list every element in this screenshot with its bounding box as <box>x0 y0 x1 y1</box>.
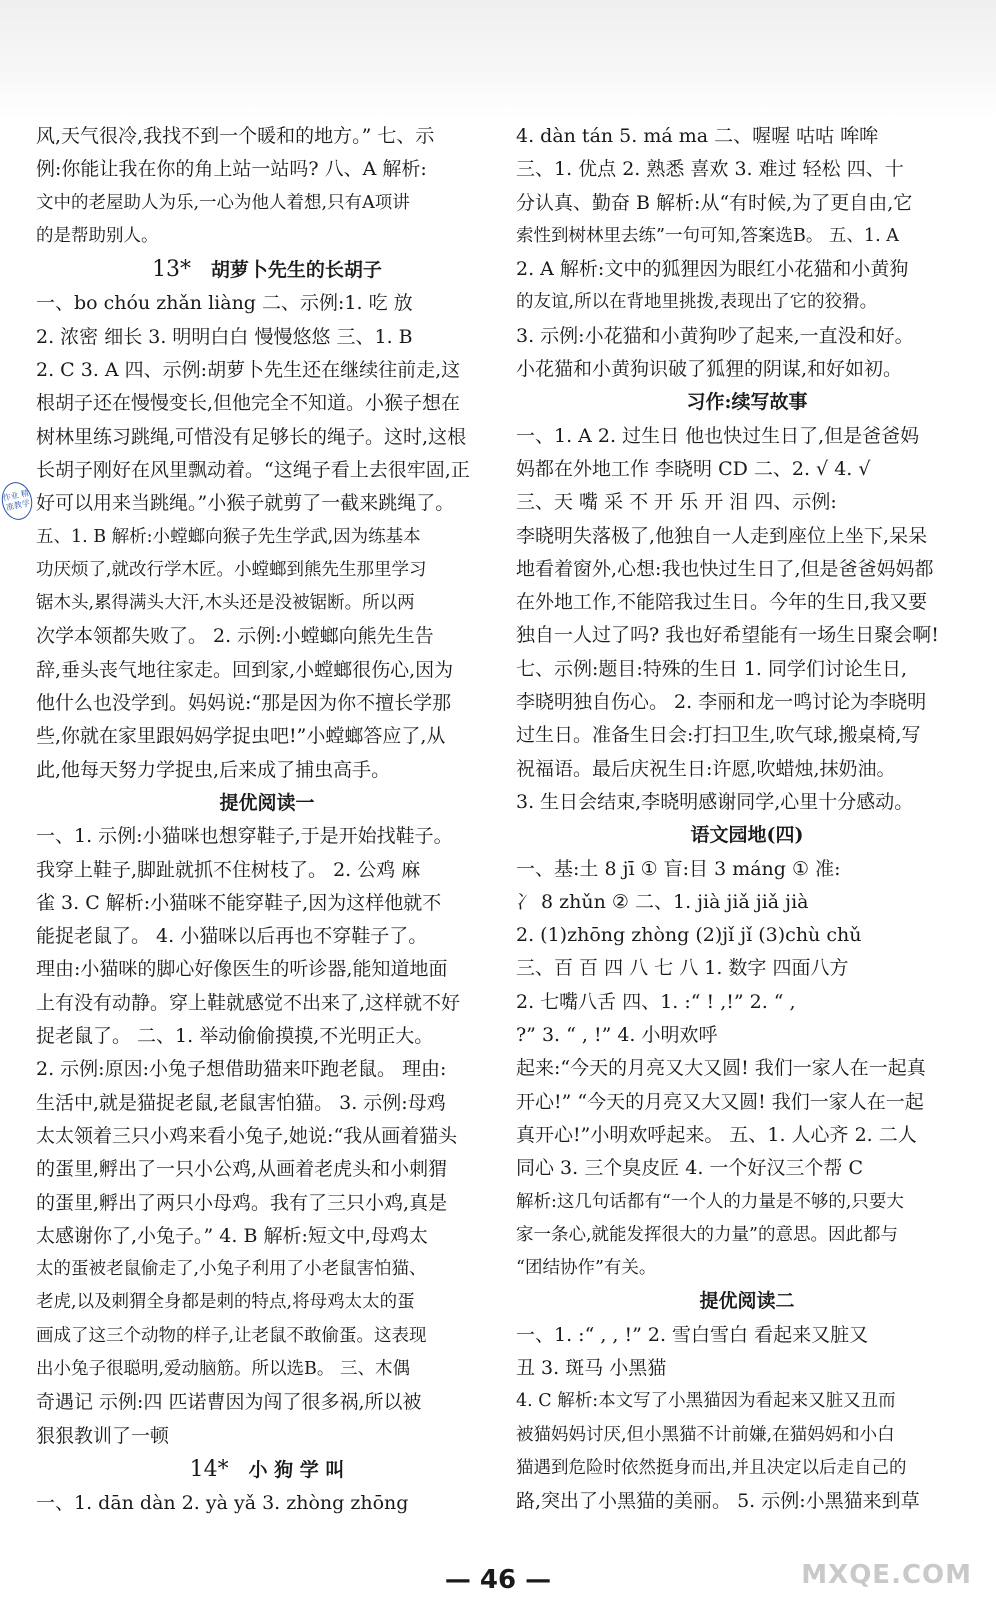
text-line: 他什么也没学到。妈妈说:“那是因为你不擅长学那 <box>36 692 452 715</box>
text-line: 树林里练习跳绳,可惜没有足够长的绳子。这时,这根 <box>36 425 467 448</box>
text-line: 的蛋里,孵出了两只小母鸡。我有了三只小鸡,真是 <box>36 1191 448 1214</box>
text-line: 分认真、勤奋 B 解析:从“有时候,为了更自由,它 <box>516 191 913 214</box>
text-line: 李晓明失落极了,他独自一人走到座位上坐下,呆呆 <box>516 524 928 547</box>
text-line: 辞,垂头丧气地往家走。回到家,小螳螂很伤心,因为 <box>36 658 454 681</box>
site-watermark: MXQE.COM <box>801 1560 972 1590</box>
text-line: 的蛋里,孵出了一只小公鸡,从画着老虎头和小刺猬 <box>36 1158 448 1181</box>
section-title-text: 胡萝卜先生的长胡子 <box>210 259 382 282</box>
text-line: ?” 3. “ , !” 4. 小明欢呼 <box>516 1024 718 1047</box>
text-line: 一、1. 示例:小猫咪也想穿鞋子,于是开始找鞋子。 <box>36 825 453 848</box>
text-line: 太感谢你了,小兔子。” 4. B 解析:短文中,母鸡太 <box>36 1224 428 1247</box>
text-line: 一、bo chóu zhǎn liàng 二、示例:1. 吃 放 <box>36 292 413 315</box>
text-line: 猫遇到危险时依然挺身而出,并且决定以后走自己的 <box>516 1457 907 1478</box>
text-line: 老虎,以及刺猬全身都是刺的特点,将母鸡太太的蛋 <box>36 1292 415 1313</box>
text-line: 好可以用来当跳绳。”小猴子就剪了一截来跳绳了。 <box>36 492 455 515</box>
text-line: 狠狠教训了一顿 <box>36 1424 170 1447</box>
text-line: 七、示例:题目:特殊的生日 1. 同学们讨论生日, <box>516 657 908 680</box>
section-title-text: 小 狗 学 叫 <box>248 1458 345 1481</box>
left-column <box>36 120 498 1520</box>
text-line: 我穿上鞋子,脚趾就抓不住树枝了。 2. 公鸡 麻 <box>36 858 421 881</box>
section-title <box>36 1453 498 1487</box>
text-line: 例:你能让我在你的角上站一站吗? 八、A 解析: <box>36 158 427 181</box>
text-line: 三、天 嘴 采 不 开 乐 开 泪 四、示例: <box>516 491 837 514</box>
page-number: — 46 — <box>444 1565 552 1595</box>
text-line: 祝福语。最后庆祝生日:许愿,吹蜡烛,抹奶油。 <box>516 757 896 780</box>
text-line: 雀 3. C 解析:小猫咪不能穿鞋子,因为这样他就不 <box>36 891 442 914</box>
text-line: 3. 生日会结束,李晓明感谢同学,心里十分感动。 <box>516 790 914 813</box>
text-line: 捉老鼠了。 二、1. 举动偷偷摸摸,不光明正大。 <box>36 1025 434 1048</box>
text-line: 长胡子刚好在风里飘动着。“这绳子看上去很牢固,正 <box>36 458 470 481</box>
text-line: 太太领着三只小鸡来看小兔子,她说:“我从画着猫头 <box>36 1124 458 1147</box>
text-line: 小花猫和小黄狗识破了狐狸的阴谋,和好如初。 <box>516 358 903 381</box>
text-line: 画成了这三个动物的样子,让老鼠不敢偷蛋。这表现 <box>36 1325 427 1346</box>
scan-header-band <box>0 0 996 118</box>
text-line: 锯木头,累得满头大汗,木头还是没被锯断。所以两 <box>36 593 415 614</box>
right-column <box>516 120 978 1518</box>
text-line: 家一条心,就能发挥很大的力量”的意思。因此都与 <box>516 1224 899 1245</box>
text-line: 的是帮助别人。 <box>36 225 159 246</box>
text-line: 解析:这几句话都有“一个人的力量是不够的,只要大 <box>516 1191 904 1212</box>
text-line: 4. dàn tán 5. má ma 二、喔喔 咕咕 哞哞 <box>516 125 879 147</box>
text-line: 五、1. B 解析:小螳螂向猴子先生学武,因为练基本 <box>36 526 421 547</box>
text-line: 真开心!”小明欢呼起来。 五、1. 人心齐 2. 二人 <box>516 1123 917 1146</box>
text-line: 一、1. A 2. 过生日 他也快过生日了,但是爸爸妈 <box>516 424 920 447</box>
text-line: 2. 示例:原因:小兔子想借助猫来吓跑老鼠。 理由: <box>36 1058 447 1081</box>
text-line: 起来:“今天的月亮又大又圆! 我们一家人在一起真 <box>516 1057 926 1080</box>
text-line: “团结协作”有关。 <box>516 1258 657 1279</box>
stamp-seal: 作业 精准教学 <box>0 479 36 522</box>
section-title-text: 语文园地(四) <box>690 824 804 847</box>
text-line: 在外地工作,不能陪我过生日。今年的生日,我又要 <box>516 591 928 614</box>
section-title-text: 习作:续写故事 <box>686 391 808 414</box>
text-line: 独自一人过了吗? 我也好希望能有一场生日聚会啊! <box>516 624 939 647</box>
text-line: 3. 示例:小花猫和小黄狗吵了起来,一直没和好。 <box>516 324 914 347</box>
text-line: 理由:小猫咪的脚心好像医生的听诊器,能知道地面 <box>36 958 448 981</box>
text-line: 冫 8 zhǔn ② 二、1. jià jiǎ jiǎ jià <box>516 890 809 913</box>
text-line: 丑 3. 斑马 小黑猫 <box>516 1356 667 1379</box>
section-title <box>516 1285 978 1318</box>
text-line: 地看着窗外,心想:我也快过生日了,但是爸爸妈妈都 <box>516 557 934 580</box>
text-line: 过生日。准备生日会:打扫卫生,吹气球,搬桌椅,写 <box>516 724 921 747</box>
lesson-number: 13* <box>152 257 192 283</box>
text-line: 生活中,就是猫捉老鼠,老鼠害怕猫。 3. 示例:母鸡 <box>36 1091 446 1114</box>
text-line: 能捉老鼠了。 4. 小猫咪以后再也不穿鞋子了。 <box>36 925 428 948</box>
text-line: 被猫妈妈讨厌,但小黑猫不计前嫌,在猫妈妈和小白 <box>516 1424 895 1445</box>
text-line: 三、1. 优点 2. 熟悉 喜欢 3. 难过 轻松 四、十 <box>516 158 904 181</box>
text-line: 功厌烦了,就改行学木匠。小螳螂到熊先生那里学习 <box>36 559 427 580</box>
text-line: 一、基:土 8 jī ① 盲:目 3 máng ① 准: <box>516 857 841 880</box>
text-line: 2. A 解析:文中的狐狸因为眼红小花猫和小黄狗 <box>516 258 909 281</box>
text-line: 2. C 3. A 四、示例:胡萝卜先生还在继续往前走,这 <box>36 359 461 382</box>
text-line: 一、1. dān dàn 2. yà yǎ 3. zhòng zhōng <box>36 1492 409 1515</box>
text-line: 上有没有动静。穿上鞋就感觉不出来了,这样就不好 <box>36 991 461 1014</box>
text-line: 根胡子还在慢慢变长,但他完全不知道。小猴子想在 <box>36 392 461 415</box>
section-title-text: 提优阅读二 <box>699 1290 795 1313</box>
text-line: 2. 浓密 细长 3. 明明白白 慢慢悠悠 三、1. B <box>36 325 413 348</box>
text-line: 李晓明独自伤心。 2. 李丽和龙一鸣讨论为李晓明 <box>516 691 927 714</box>
text-line: 次学本领都失败了。 2. 示例:小螳螂向熊先生告 <box>36 625 434 648</box>
section-title <box>516 819 978 852</box>
lesson-number: 14* <box>189 1456 229 1482</box>
text-line: 妈都在外地工作 李晓明 CD 二、2. √ 4. √ <box>516 457 871 480</box>
text-line: 同心 3. 三个臭皮匠 4. 一个好汉三个帮 C <box>516 1157 863 1180</box>
section-title-text: 提优阅读一 <box>219 791 315 814</box>
text-line: 索性到树林里去练”一句可知,答案选B。 五、1. A <box>516 225 899 246</box>
text-line: 一、1. :“ , , !” 2. 雪白雪白 看起来又脏又 <box>516 1323 869 1346</box>
text-line: 2. (1)zhōng zhòng (2)jǐ jǐ (3)chù chǔ <box>516 924 862 947</box>
text-line: 的友谊,所以在背地里挑拨,表现出了它的狡猾。 <box>516 292 878 313</box>
text-line: 太的蛋被老鼠偷走了,小兔子利用了小老鼠害怕猫、 <box>36 1259 427 1280</box>
text-line: 些,你就在家里跟妈妈学捉虫吧!”小螳螂答应了,从 <box>36 725 446 748</box>
text-line: 2. 七嘴八舌 四、1. :“ ! ,!” 2. “ , <box>516 990 796 1013</box>
section-title <box>36 253 498 287</box>
text-line: 路,突出了小黑猫的美丽。 5. 示例:小黑猫来到草 <box>516 1490 920 1513</box>
text-line: 出小兔子很聪明,爱动脑筋。所以选B。 三、木偶 <box>36 1358 410 1379</box>
section-title <box>516 386 978 419</box>
text-line: 三、百 百 四 八 七 八 1. 数字 四面八方 <box>516 957 849 980</box>
text-line: 开心!” “今天的月亮又大又圆! 我们一家人在一起 <box>516 1090 924 1113</box>
section-title <box>36 787 498 820</box>
text-line: 此,他每天努力学捉虫,后来成了捕虫高手。 <box>36 758 391 781</box>
text-line: 奇遇记 示例:四 匹诺曹因为闯了很多祸,所以被 <box>36 1391 422 1414</box>
text-line: 文中的老屋助人为乐,一心为他人着想,只有A项讲 <box>36 192 410 213</box>
text-line: 4. C 解析:本文写了小黑猫因为看起来又脏又丑而 <box>516 1391 896 1412</box>
text-line: 风,天气很冷,我找不到一个暖和的地方。” 七、示 <box>36 125 435 147</box>
